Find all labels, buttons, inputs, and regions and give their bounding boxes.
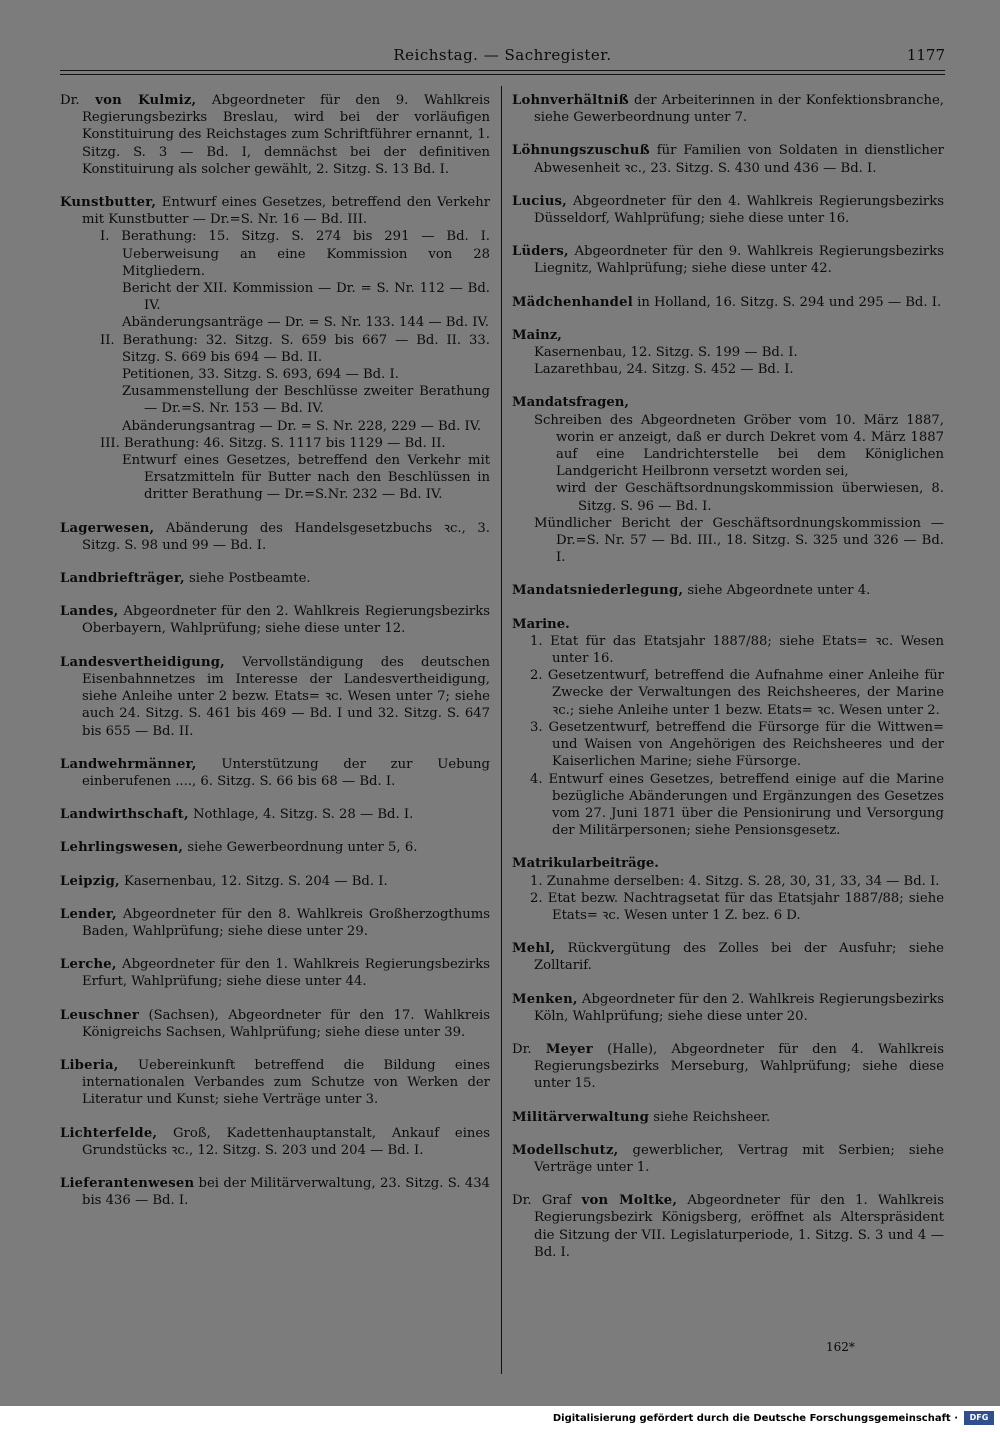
entry-keyword: Lichterfelde, (60, 1125, 158, 1141)
index-entry (512, 1192, 944, 1261)
entry-keyword: von Moltke, (581, 1193, 678, 1209)
entry-text: bei der Militärverwaltung, 23. Sitzg. S. 434 bis 436 — Bd. I. (82, 1175, 490, 1209)
sub-entry: Lazarethbau, 24. Sitzg. S. 452 — Bd. I. (534, 362, 794, 378)
entry-text: Abgeordneter für den 8. Wahlkreis Großherzogthums Baden, Wahlprüfung; siehe diese unter 29. (82, 906, 490, 939)
header-rule-double (60, 74, 945, 75)
index-entry (512, 991, 944, 1025)
index-entry (512, 1109, 944, 1126)
entry-keyword: Lerche, (60, 957, 117, 973)
entry-text: Abgeordneter für den 1. Wahlkreis Regierungsbezirks Erfurt, Wahlprüfung; siehe diese unter 44. (82, 957, 490, 990)
sub-entry: Petitionen, 33. Sitzg. S. 693, 694 — Bd. I. (122, 367, 399, 383)
entry-keyword: Leuschner (60, 1007, 140, 1023)
index-entry (60, 806, 490, 823)
entry-keyword: Mandatsniederlegung, (512, 583, 684, 599)
entry-text: Abänderung des Handelsgesetzbuchs ꝛc., 3. Sitzg. S. 98 und 99 — Bd. I. (82, 520, 490, 553)
entry-text: Uebereinkunft betreffend die Bildung eines internationalen Verbandes zum Schutze von Werken der Literatur und Kunst; siehe Verträge unter 3. (82, 1057, 490, 1108)
sub-entry: 4. Entwurf eines Gesetzes, betreffend einige auf die Marine bezügliche Abänderungen und Ergänzungen des Gesetzes vom 27. Juni 1871 über die Pensionirung und Versorgung der Militärpersonen; siehe Pensionsgesetz. (530, 771, 944, 839)
sub-entry: Zusammenstellung der Beschlüsse zweiter Berathung — Dr.=S. Nr. 153 — Bd. IV. (122, 384, 490, 417)
index-entry-group (512, 394, 944, 566)
entry-keyword: Marine. (512, 616, 570, 632)
index-entry-group (60, 194, 490, 504)
index-entry (60, 1175, 490, 1209)
index-entry (60, 1125, 490, 1159)
entry-keyword: Modellschutz, (512, 1142, 619, 1158)
index-entry (60, 654, 490, 740)
entry-text: Entwurf eines Gesetzes, betreffend den Verkehr mit Kunstbutter — Dr.=S. Nr. 16 — Bd. III. (82, 195, 490, 228)
entry-keyword: von Kulmiz, (95, 93, 197, 108)
sub-entry: wird der Geschäftsordnungskommission überwiesen, 8. Sitzg. S. 96 — Bd. I. (556, 481, 944, 514)
entry-text: Abgeordneter für den 9. Wahlkreis Regierungsbezirks Liegnitz, Wahlprüfung; siehe diese unter 42. (534, 244, 944, 277)
entry-keyword: Mainz, (512, 327, 562, 343)
index-entry (512, 243, 944, 277)
index-entry (512, 142, 944, 176)
index-entry (512, 940, 944, 974)
index-entry (512, 1041, 944, 1093)
sub-entry: Bericht der XII. Kommission — Dr. = S. Nr. 112 — Bd. IV. (122, 281, 490, 314)
entry-text: Abgeordneter für den 9. Wahlkreis Regierungsbezirks Breslau, wird bei der vorläufigen Konstituirung des Reichstages zum Schriftführer ernannt, 1. Sitzg. S. 3 — Bd. I, demnächst bei der definitiven Konstituirung als solcher gewählt, 2. Sitzg. S. 13 Bd. I. (82, 93, 491, 177)
index-entry-group (512, 327, 944, 379)
entry-keyword: Militärverwaltung (512, 1109, 650, 1125)
sub-entry: III. Berathung: 46. Sitzg. S. 1117 bis 1129 — Bd. II. (100, 435, 446, 451)
entry-keyword: Landwehrmänner, (60, 756, 197, 772)
sub-entry: Abänderungsanträge — Dr. = S. Nr. 133. 144 — Bd. IV. (122, 315, 489, 331)
entry-text: Kasernenbau, 12. Sitzg. S. 204 — Bd. I. (119, 873, 388, 889)
entry-text: Abgeordneter für den 1. Wahlkreis Regierungsbezirk Königsberg, eröffnet als Alterspräsident die Sitzung der VII. Legislaturperiode, 1. Sitzg. S. 3 und 4 — Bd. I. (534, 1193, 944, 1260)
sub-entry: Abänderungsantrag — Dr. = S. Nr. 228, 229 — Bd. IV. (122, 418, 482, 434)
index-entry (512, 294, 944, 311)
sub-entry: Entwurf eines Gesetzes, betreffend den Verkehr mit Ersatzmitteln für Butter nach den Beschlüssen in dritter Berathung — Dr.=S.Nr. 232 — Bd. IV. (122, 453, 490, 503)
entry-prefix: Dr. (60, 93, 96, 108)
signature-mark: 162* (826, 1340, 855, 1354)
sub-entry: 1. Etat für das Etatsjahr 1887/88; siehe Etats= ꝛc. Wesen unter 16. (530, 633, 944, 667)
entry-text: (Sachsen), Abgeordneter für den 17. Wahlkreis Königreichs Sachsen, Wahlprüfung; siehe diese unter 39. (82, 1007, 490, 1040)
index-entry (512, 582, 944, 599)
header-title: Reichstag. — Sachregister. (393, 46, 612, 64)
entry-text: Abgeordneter für den 4. Wahlkreis Regierungsbezirks Düsseldorf, Wahlprüfung; siehe diese unter 16. (534, 193, 944, 227)
sub-entry: 2. Etat bezw. Nachtragsetat für das Etatsjahr 1887/88; siehe Etats= ꝛc. Wesen unter 1 Z. bez. 6 D. (530, 890, 944, 923)
index-entry-group (512, 616, 944, 840)
entry-keyword: Mehl, (512, 941, 556, 957)
entry-keyword: Lohnverhältniß (512, 93, 629, 108)
sub-entry: Mündlicher Bericht der Geschäftsordnungskommission — Dr.=S. Nr. 57 — Bd. III., 18. Sitzg. S. 325 und 326 — Bd. I. (534, 515, 944, 566)
entry-text: gewerblicher, Vertrag mit Serbien; siehe Verträge unter 1. (534, 1142, 944, 1175)
funding-notice: Digitalisierung gefördert durch die Deutsche Forschungsgemeinschaft · (552, 1413, 958, 1424)
index-entry (60, 1057, 490, 1109)
entry-text: siehe Gewerbeordnung unter 5, 6. (183, 840, 418, 856)
index-entry (512, 92, 944, 126)
sub-entry: Schreiben des Abgeordneten Gröber vom 10. März 1887, worin er anzeigt, daß er durch Dekret vom 4. März 1887 auf eine Landrichterstelle bei dem Königlichen Landgericht Heilbronn versetzt worden sei, (534, 412, 944, 480)
entry-keyword: Lender, (60, 906, 117, 922)
entry-text: Abgeordneter für den 2. Wahlkreis Regierungsbezirks Oberbayern, Wahlprüfung; siehe diese unter 12. (82, 604, 490, 637)
entry-keyword: Landes, (60, 604, 119, 620)
column-divider (501, 86, 502, 1374)
entry-text: Vervollständigung des deutschen Eisenbahnnetzes im Interesse der Landesvertheidigung, siehe Anleihe unter 2 bezw. Etats= ꝛc. Wesen unter 7; siehe auch 24. Sitzg. S. 461 bis 469 — Bd. I und 32. Sitzg. S. 647 bis 655 — Bd. II. (82, 654, 490, 739)
index-entry (60, 756, 490, 790)
entry-text: der Arbeiterinnen in der Konfektionsbranche, siehe Gewerbeordnung unter 7. (534, 93, 944, 126)
entry-keyword: Lagerwesen, (60, 520, 155, 536)
right-column (512, 92, 944, 1277)
footer-bar (0, 1406, 1000, 1432)
index-entry (60, 520, 490, 554)
entry-keyword: Lehrlingswesen, (60, 840, 184, 856)
entry-keyword: Matrikularbeiträge. (512, 856, 659, 872)
index-entry (60, 603, 490, 637)
sub-entry: I. Berathung: 15. Sitzg. S. 274 bis 291 — Bd. I. Ueberweisung an eine Kommission von 28 Mitgliedern. (100, 229, 490, 279)
entry-text: für Familien von Soldaten in dienstlicher Abwesenheit ꝛc., 23. Sitzg. S. 430 und 436 — Bd. I. (534, 143, 944, 176)
page-number: 1177 (906, 46, 945, 64)
entry-keyword: Landwirthschaft, (60, 807, 189, 823)
entry-text: Groß, Kadettenhauptanstalt, Ankauf eines Grundstücks ꝛc., 12. Sitzg. S. 203 und 204 — Bd. I. (82, 1125, 490, 1158)
index-entry (60, 570, 490, 587)
index-entry (512, 193, 944, 227)
entry-text: in Holland, 16. Sitzg. S. 294 und 295 — Bd. I. (632, 294, 942, 310)
entry-text: Nothlage, 4. Sitzg. S. 28 — Bd. I. (188, 807, 414, 823)
entry-keyword: Kunstbutter, (60, 195, 157, 211)
header-rule (60, 70, 945, 71)
entry-keyword: Löhnungszuschuß (512, 143, 650, 159)
entry-text: siehe Reichsheer. (649, 1109, 771, 1125)
entry-prefix: Dr. Graf (512, 1193, 582, 1209)
entry-keyword: Liberia, (60, 1057, 119, 1073)
index-entry-group (512, 855, 944, 924)
entry-keyword: Mandatsfragen, (512, 395, 629, 411)
entry-keyword: Lüders, (512, 244, 569, 260)
entry-text: siehe Abgeordnete unter 4. (683, 583, 871, 599)
entry-text: Unterstützung der zur Uebung einberufenen ...., 6. Sitzg. S. 66 bis 68 — Bd. I. (82, 756, 490, 789)
entry-text: Abgeordneter für den 2. Wahlkreis Regierungsbezirks Köln, Wahlprüfung; siehe diese unter 20. (534, 991, 944, 1024)
index-entry (60, 839, 490, 856)
entry-keyword: Lieferantenwesen (60, 1175, 195, 1191)
index-entry (60, 194, 490, 228)
entry-keyword: Menken, (512, 991, 578, 1007)
entry-keyword: Landesvertheidigung, (60, 654, 225, 670)
entry-keyword: Meyer (545, 1041, 593, 1057)
index-entry (60, 956, 490, 990)
running-header (60, 44, 945, 68)
index-entry (60, 906, 490, 940)
entry-text: siehe Postbeamte. (184, 571, 311, 587)
sub-entry: 3. Gesetzentwurf, betreffend die Fürsorge für die Wittwen= und Waisen von Angehörigen des Reichsheeres und der Kaiserlichen Marine; siehe Fürsorge. (530, 719, 944, 770)
entry-text: (Halle), Abgeordneter für den 4. Wahlkreis Regierungsbezirks Merseburg, Wahlprüfung; siehe diese unter 15. (534, 1041, 945, 1092)
index-entry (60, 1007, 490, 1041)
sub-entry: 2. Gesetzentwurf, betreffend die Aufnahme einer Anleihe für Zwecke der Verwaltungen des Reichsheeres, der Marine ꝛc.; siehe Anleihe unter 1 bezw. Etats= ꝛc. Wesen unter 2. (530, 668, 944, 718)
entry-text: Rückvergütung des Zolles bei der Ausfuhr; siehe Zolltarif. (534, 941, 944, 974)
entry-keyword: Landbriefträger, (60, 571, 185, 587)
sub-entry: Kasernenbau, 12. Sitzg. S. 199 — Bd. I. (534, 345, 798, 361)
left-column (60, 92, 490, 1225)
index-entry (60, 92, 490, 178)
entry-prefix: Dr. (512, 1041, 546, 1057)
entry-keyword: Mädchenhandel (512, 294, 633, 310)
index-entry (60, 873, 490, 890)
entry-keyword: Leipzig, (60, 873, 120, 889)
dfg-logo-icon: DFG (964, 1411, 994, 1425)
index-entry (512, 1142, 944, 1176)
sub-entry: II. Berathung: 32. Sitzg. S. 659 bis 667 — Bd. II. 33. Sitzg. S. 669 bis 694 — Bd. II. (100, 332, 490, 365)
sub-entry: 1. Zunahme derselben: 4. Sitzg. S. 28, 30, 31, 33, 34 — Bd. I. (530, 873, 940, 889)
entry-keyword: Lucius, (512, 193, 567, 209)
